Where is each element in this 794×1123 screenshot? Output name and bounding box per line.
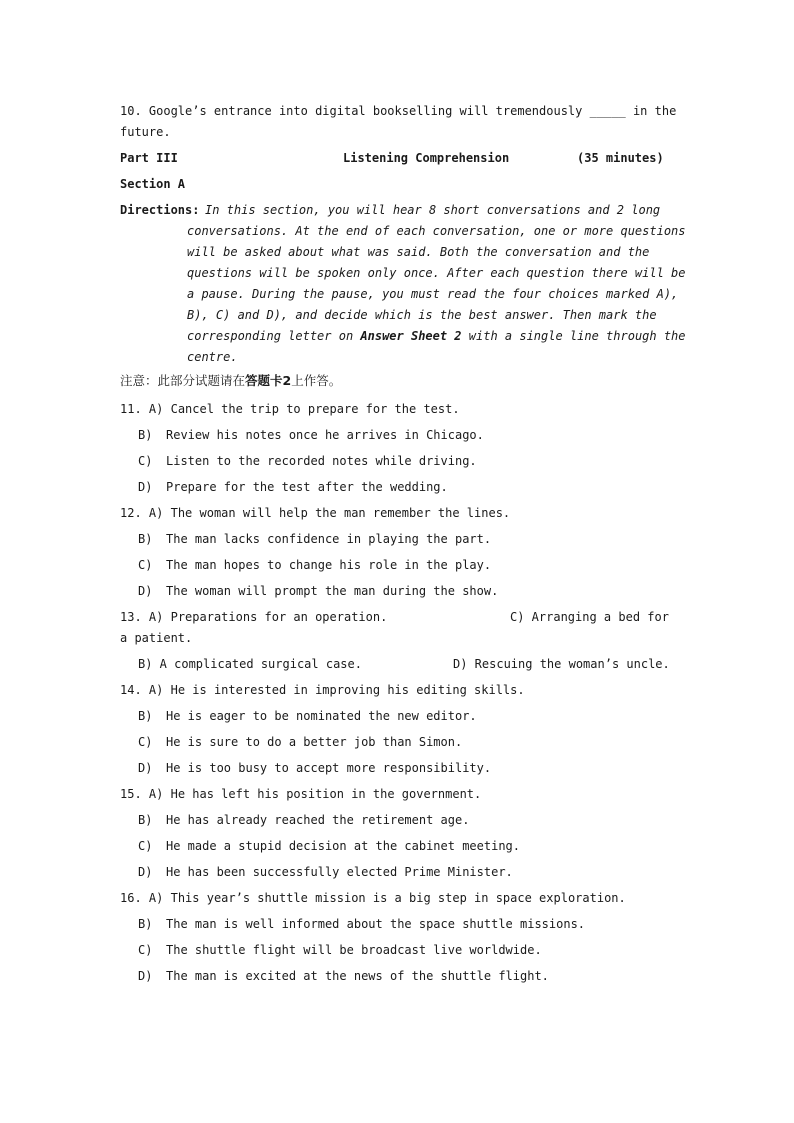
option-a: He is interested in improving his editing skills.	[170, 683, 525, 697]
option-a: Preparations for an operation.	[170, 610, 388, 624]
note-answer-sheet: 答题卡2	[245, 373, 292, 388]
note-text: 注意：此部分试题请在	[120, 373, 246, 388]
option-a: This year’s shuttle mission is a big step in space exploration.	[170, 891, 626, 905]
option-c: C) He is sure to do a better job than Simon.	[138, 735, 463, 749]
option-c: C) Arranging a bed for	[510, 610, 669, 624]
question-number: 16. A)	[120, 891, 164, 905]
note-text: 上作答。	[291, 373, 342, 388]
q10-line2: future.	[120, 125, 171, 139]
option-b: B) The man lacks confidence in playing the part.	[138, 532, 492, 546]
question-number: 14. A)	[120, 683, 164, 697]
option-a: Cancel the trip to prepare for the test.	[170, 402, 460, 416]
option-d: D) He is too busy to accept more responsibility.	[138, 761, 492, 775]
question-11	[120, 402, 460, 417]
question-14	[120, 683, 525, 698]
directions-line-answer-sheet	[187, 329, 686, 344]
option-c: C) He made a stupid decision at the cabinet meeting.	[138, 839, 521, 853]
option-b: B) He is eager to be nominated the new editor.	[138, 709, 477, 723]
question-number: 12. A)	[120, 506, 164, 520]
option-c: C) The man hopes to change his role in the play.	[138, 558, 492, 572]
q10-line1: 10. Google’s entrance into digital bookselling will tremendously _____ in the	[120, 104, 677, 118]
option-d: D) The woman will prompt the man during the show.	[138, 584, 499, 598]
option-b: B) He has already reached the retirement age.	[138, 813, 470, 827]
option-a: He has left his position in the government.	[170, 787, 482, 801]
section-title: Section A	[120, 177, 186, 191]
question-13	[120, 610, 387, 625]
part-title: Listening Comprehension	[343, 151, 510, 165]
directions-line: In this section, you will hear 8 short conversations and 2 long	[205, 203, 661, 217]
option-d: D) Prepare for the test after the wedding.	[138, 480, 448, 494]
option-a: The woman will help the man remember the lines.	[170, 506, 511, 520]
answer-sheet-ref: Answer Sheet 2	[360, 329, 462, 343]
option-d: D) The man is excited at the news of the shuttle flight.	[138, 969, 549, 983]
directions-label: Directions:	[120, 203, 200, 217]
directions-line: conversations. At the end of each conversation, one or more questions	[187, 224, 686, 238]
option-c-continued: a patient.	[120, 631, 193, 645]
part-label: Part III	[120, 151, 178, 165]
option-d: D) Rescuing the woman’s uncle.	[453, 657, 670, 671]
directions-text: corresponding letter on	[187, 329, 361, 343]
option-b: B) A complicated surgical case.	[138, 657, 362, 671]
directions-line: will be asked about what was said. Both the conversation and the	[187, 245, 650, 259]
option-b: B) The man is well informed about the space shuttle missions.	[138, 917, 586, 931]
option-c: C) The shuttle flight will be broadcast live worldwide.	[138, 943, 542, 957]
option-d: D) He has been successfully elected Prime Minister.	[138, 865, 513, 879]
question-number: 15. A)	[120, 787, 164, 801]
directions-text: with a single line through the	[461, 329, 686, 343]
directions-line: questions will be spoken only once. After each question there will be	[187, 266, 686, 280]
option-c: C) Listen to the recorded notes while driving.	[138, 454, 477, 468]
question-number: 13. A)	[120, 610, 164, 624]
directions-line: B), C) and D), and decide which is the best answer. Then mark the	[187, 308, 657, 322]
directions-line: a pause. During the pause, you must read the four choices marked A),	[187, 287, 679, 301]
question-number: 11. A)	[120, 402, 164, 416]
question-12	[120, 506, 510, 521]
directions-line: centre.	[187, 350, 238, 364]
question-15	[120, 787, 481, 802]
question-16	[120, 891, 626, 906]
option-b: B) Review his notes once he arrives in Chicago.	[138, 428, 484, 442]
chinese-note	[120, 373, 341, 388]
part-time: (35 minutes)	[577, 151, 664, 165]
